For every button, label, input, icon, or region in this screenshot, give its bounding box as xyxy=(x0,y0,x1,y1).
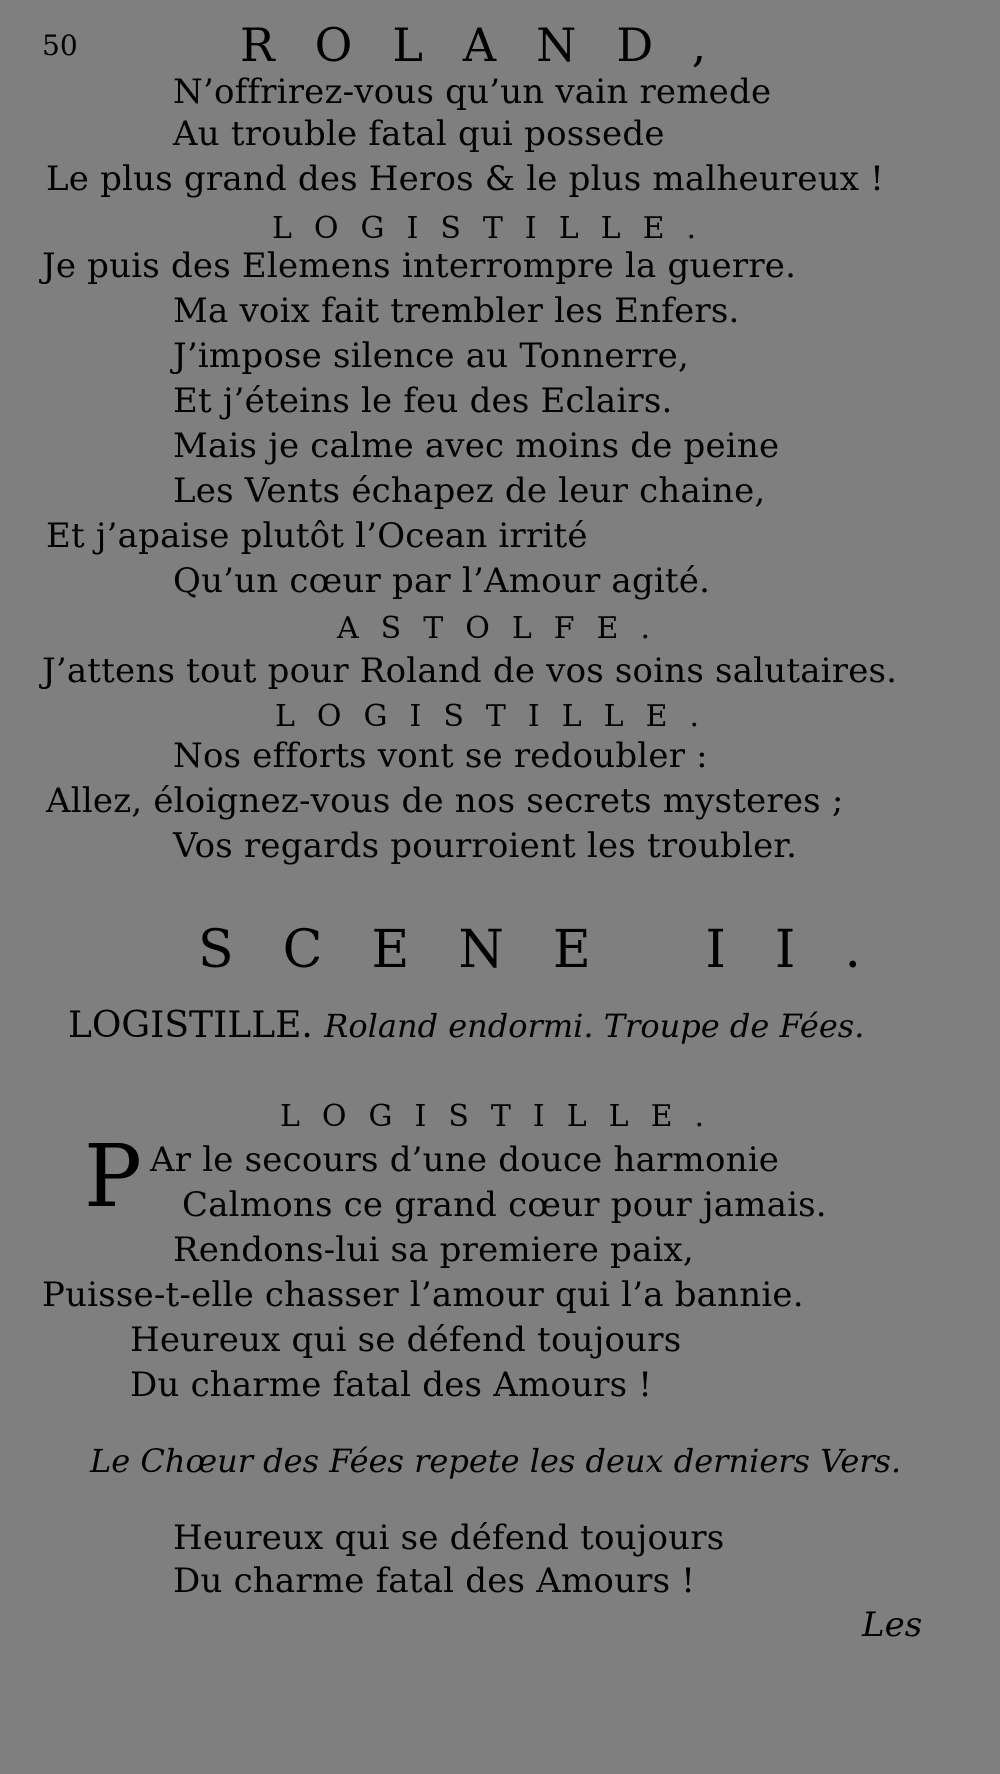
verse-line: Mais je calme avec moins de peine xyxy=(173,426,780,466)
verse-line: Je puis des Elemens interrompre la guerre. xyxy=(42,246,797,286)
verse-line: J’attens tout pour Roland de vos soins salutaires. xyxy=(42,651,898,691)
verse-line: Rendons-lui sa premiere paix, xyxy=(173,1230,694,1270)
verse-line: Heureux qui se défend toujours xyxy=(173,1518,725,1558)
speaker-name: LOGISTILLE. xyxy=(275,699,722,734)
verse-line: Vos regards pourroient les troubler. xyxy=(173,826,798,866)
page-number: 50 xyxy=(42,29,78,62)
scene-heading: SCENE II. xyxy=(198,920,910,980)
running-title: ROLAND, xyxy=(240,18,747,72)
cast-list xyxy=(68,1004,864,1048)
verse-line: Calmons ce grand cœur pour jamais. xyxy=(182,1185,827,1225)
verse-line: Puisse-t-elle chasser l’amour qui l’a bannie. xyxy=(42,1275,804,1315)
cast-name: LOGISTILLE. xyxy=(68,1005,313,1046)
speaker-name: LOGISTILLE. xyxy=(280,1099,727,1134)
verse-line: Du charme fatal des Amours ! xyxy=(130,1365,653,1405)
verse-line: Le plus grand des Heros & le plus malheureux ! xyxy=(46,159,885,199)
verse-line: Les Vents échapez de leur chaine, xyxy=(173,471,766,511)
verse-line: Et j’éteins le feu des Eclairs. xyxy=(173,381,673,421)
speaker-name: LOGISTILLE. xyxy=(272,211,719,246)
verse-line: Heureux qui se défend toujours xyxy=(130,1320,682,1360)
verse-line: Nos efforts vont se redoubler : xyxy=(173,736,708,776)
verse-line: N’offrirez-vous qu’un vain remede xyxy=(173,72,772,112)
cast-description: Roland endormi. Troupe de Fées. xyxy=(324,1007,865,1045)
drop-cap: P xyxy=(84,1127,142,1227)
stage-direction: Le Chœur des Fées repete les deux derniers Vers. xyxy=(90,1442,902,1480)
verse-line: Ma voix fait trembler les Enfers. xyxy=(173,291,740,331)
verse-line: Allez, éloignez-vous de nos secrets mysteres ; xyxy=(46,781,844,821)
verse-line: Ar le secours d’une douce harmonie xyxy=(150,1140,780,1180)
verse-line: Du charme fatal des Amours ! xyxy=(173,1561,696,1601)
verse-line: Au trouble fatal qui possede xyxy=(173,114,665,154)
verse-line: Et j’apaise plutôt l’Ocean irrité xyxy=(46,516,588,556)
verse-line: Qu’un cœur par l’Amour agité. xyxy=(173,561,711,601)
speaker-name: ASTOLFE. xyxy=(337,611,672,646)
catchword: Les xyxy=(862,1605,923,1645)
verse-line: J’impose silence au Tonnerre, xyxy=(173,336,689,376)
